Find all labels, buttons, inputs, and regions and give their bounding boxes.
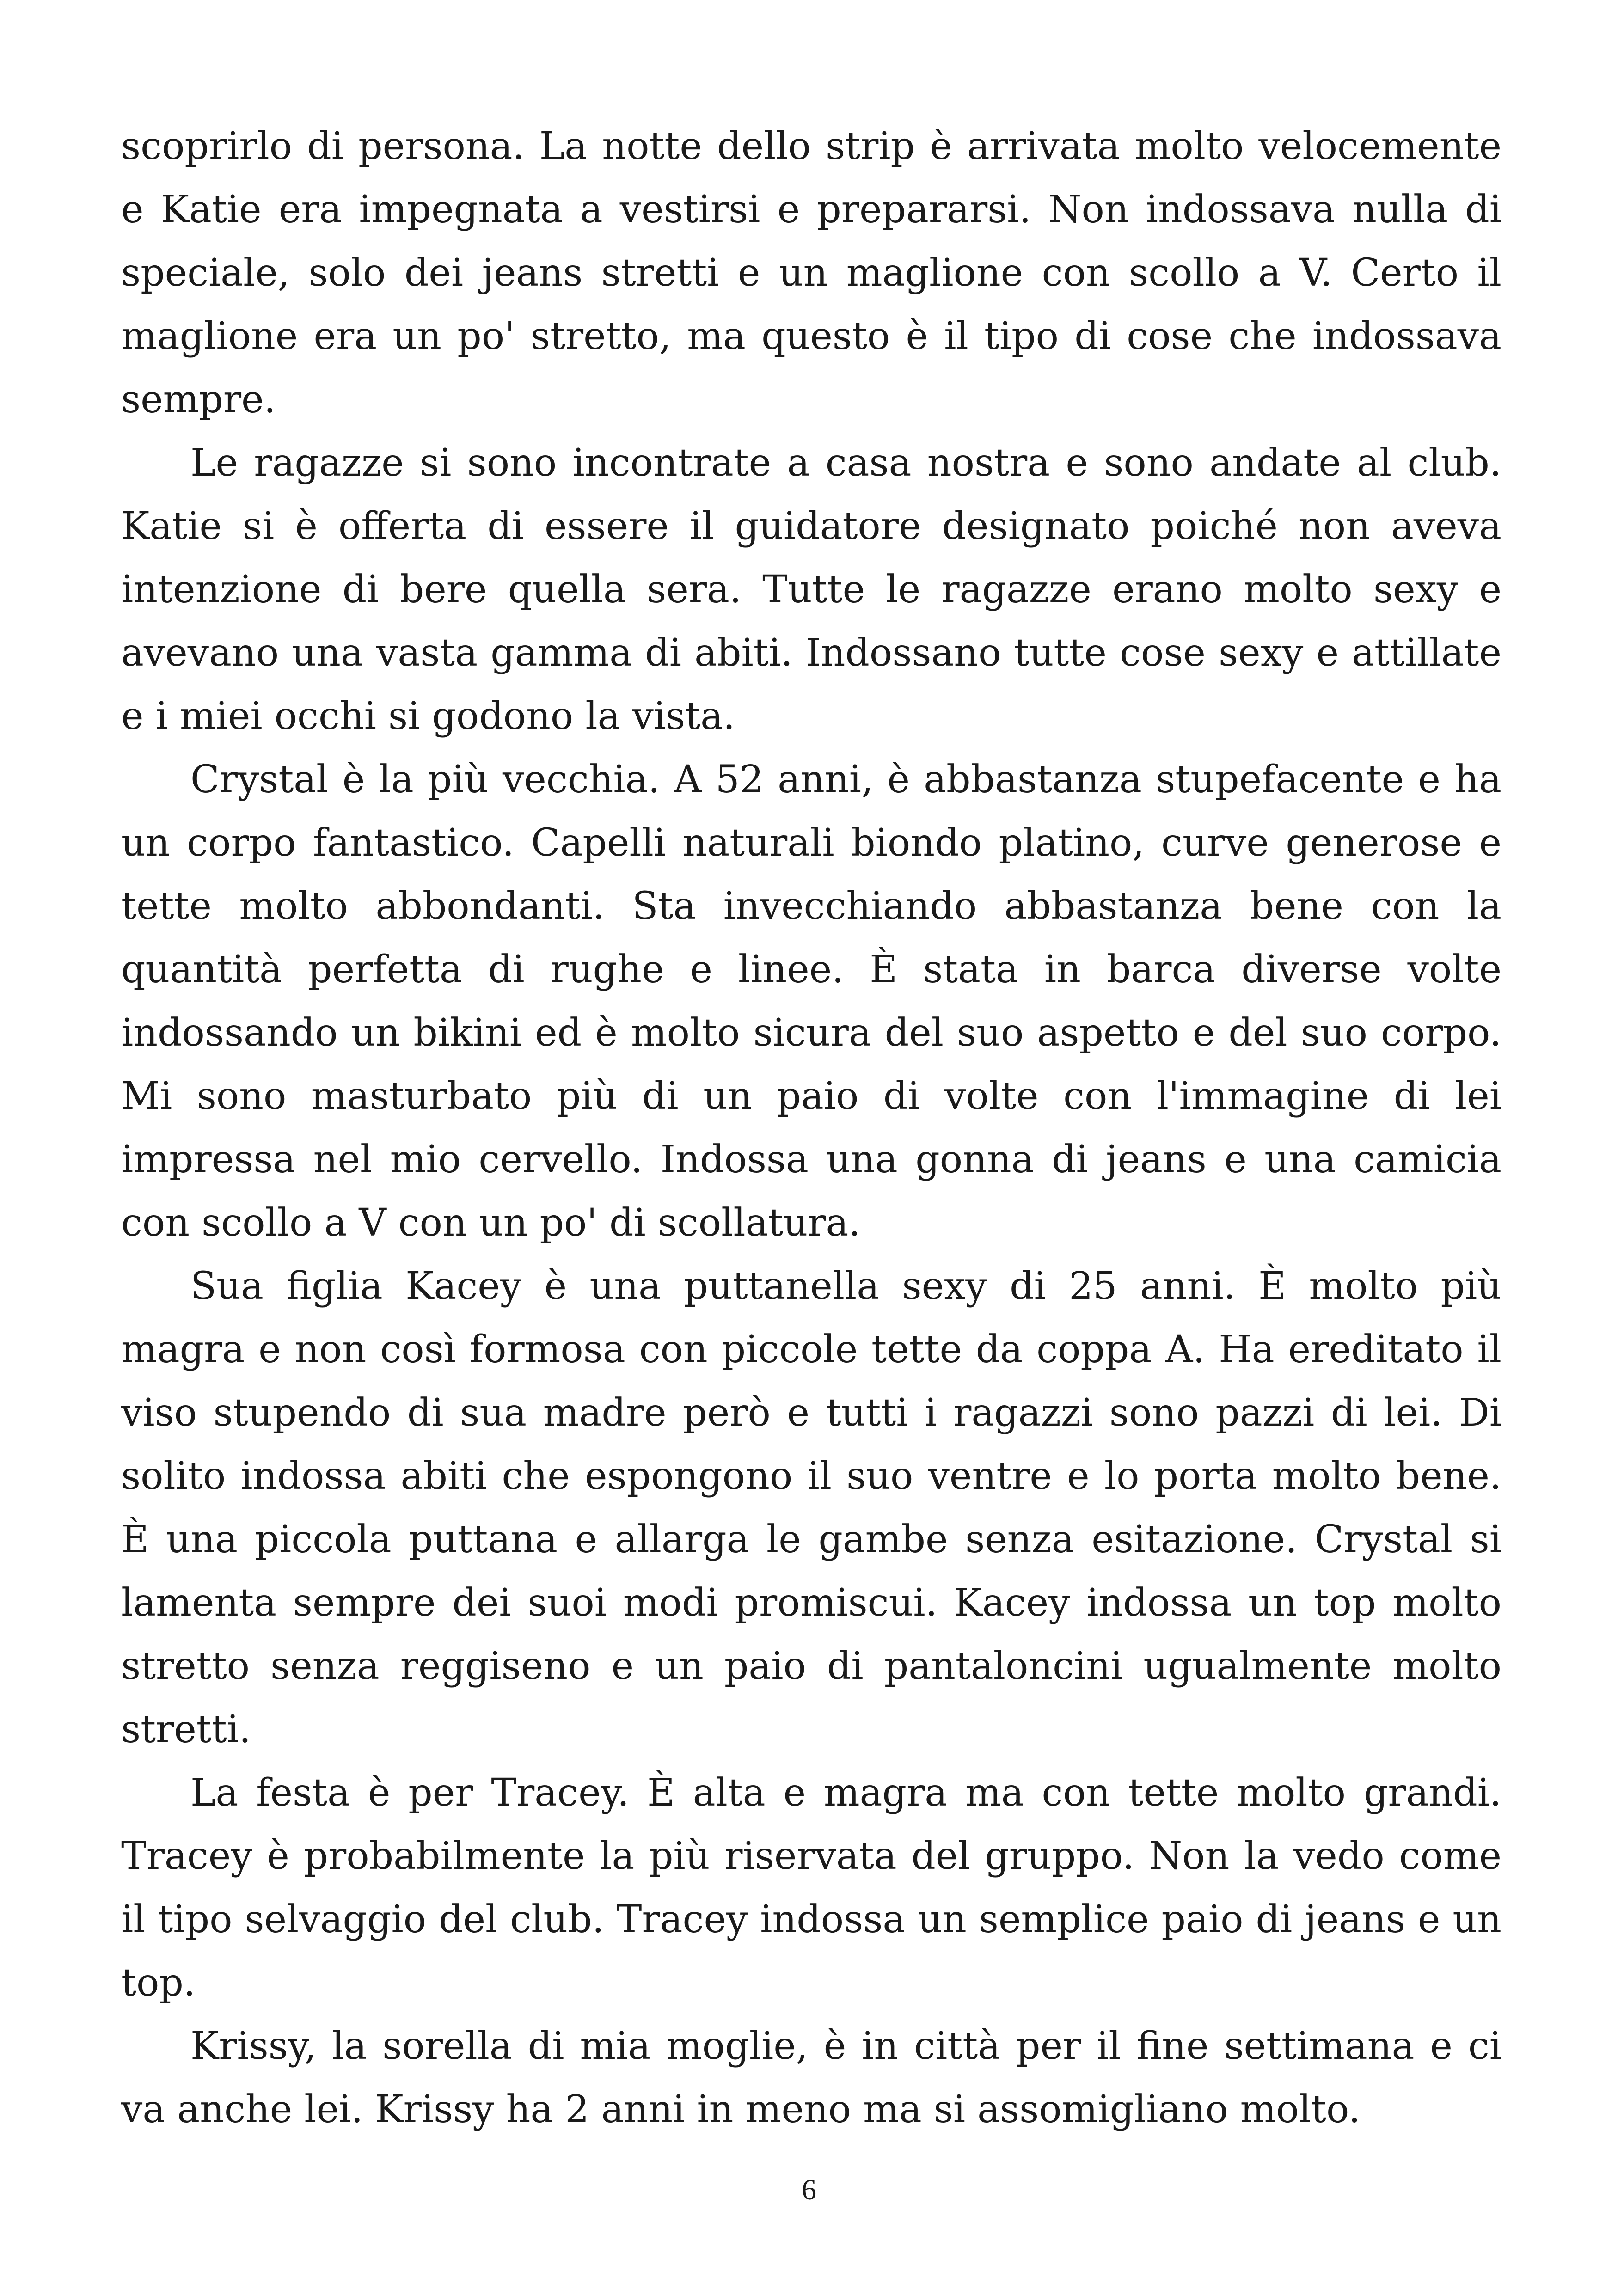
paragraph-2: Le ragazze si sono incontrate a casa nostra e sono andate al club. Katie si è offerta di essere il guidatore designato poiché non aveva intenzione di bere quella sera. Tutte le ragazze erano molto sexy e avevano una vasta gamma di abiti. Indossano tutte cose sexy e attillate e i miei occhi si godono la vista.	[121, 441, 1502, 738]
body-text	[121, 115, 1502, 2141]
paragraph-1: scoprirlo di persona. La notte dello strip è arrivata molto velocemente e Katie era impegnata a vestirsi e prepararsi. Non indossava nulla di speciale, solo dei jeans stretti e un maglione con scollo a V. Certo il maglione era un po' stretto, ma questo è il tipo di cose che indossava sempre.	[121, 124, 1502, 422]
paragraph-6: Krissy, la sorella di mia moglie, è in città per il fine settimana e ci va anche lei. Krissy ha 2 anni in meno ma si assomigliano molto.	[121, 2024, 1502, 2131]
paragraph-4: Sua figlia Kacey è una puttanella sexy di 25 anni. È molto più magra e non così formosa con piccole tette da coppa A. Ha ereditato il viso stupendo di sua madre però e tutti i ragazzi sono pazzi di lei. Di solito indossa abiti che espongono il suo ventre e lo porta molto bene. È una piccola puttana e allarga le gambe senza esitazione. Crystal si lamenta sempre dei suoi modi promiscui. Kacey indossa un top molto stretto senza reggiseno e un paio di pantaloncini ugualmente molto stretti.	[121, 1264, 1502, 1751]
paragraph-3: Crystal è la più vecchia. A 52 anni, è abbastanza stupefacente e ha un corpo fantastico. Capelli naturali biondo platino, curve generose e tette molto abbondanti. Sta invecchiando abbastanza bene con la quantità perfetta di rughe e linee. È stata in barca diverse volte indossando un bikini ed è molto sicura del suo aspetto e del suo corpo. Mi sono masturbato più di un paio di volte con l'immagine di lei impressa nel mio cervello. Indossa una gonna di jeans e una camicia con scollo a V con un po' di scollatura.	[121, 758, 1502, 1245]
paragraph-5: La festa è per Tracey. È alta e magra ma con tette molto grandi. Tracey è probabilmente la più riservata del gruppo. Non la vedo come il tipo selvaggio del club. Tracey indossa un semplice paio di jeans e un top.	[121, 1771, 1502, 2005]
page-number: 6	[802, 2173, 816, 2206]
